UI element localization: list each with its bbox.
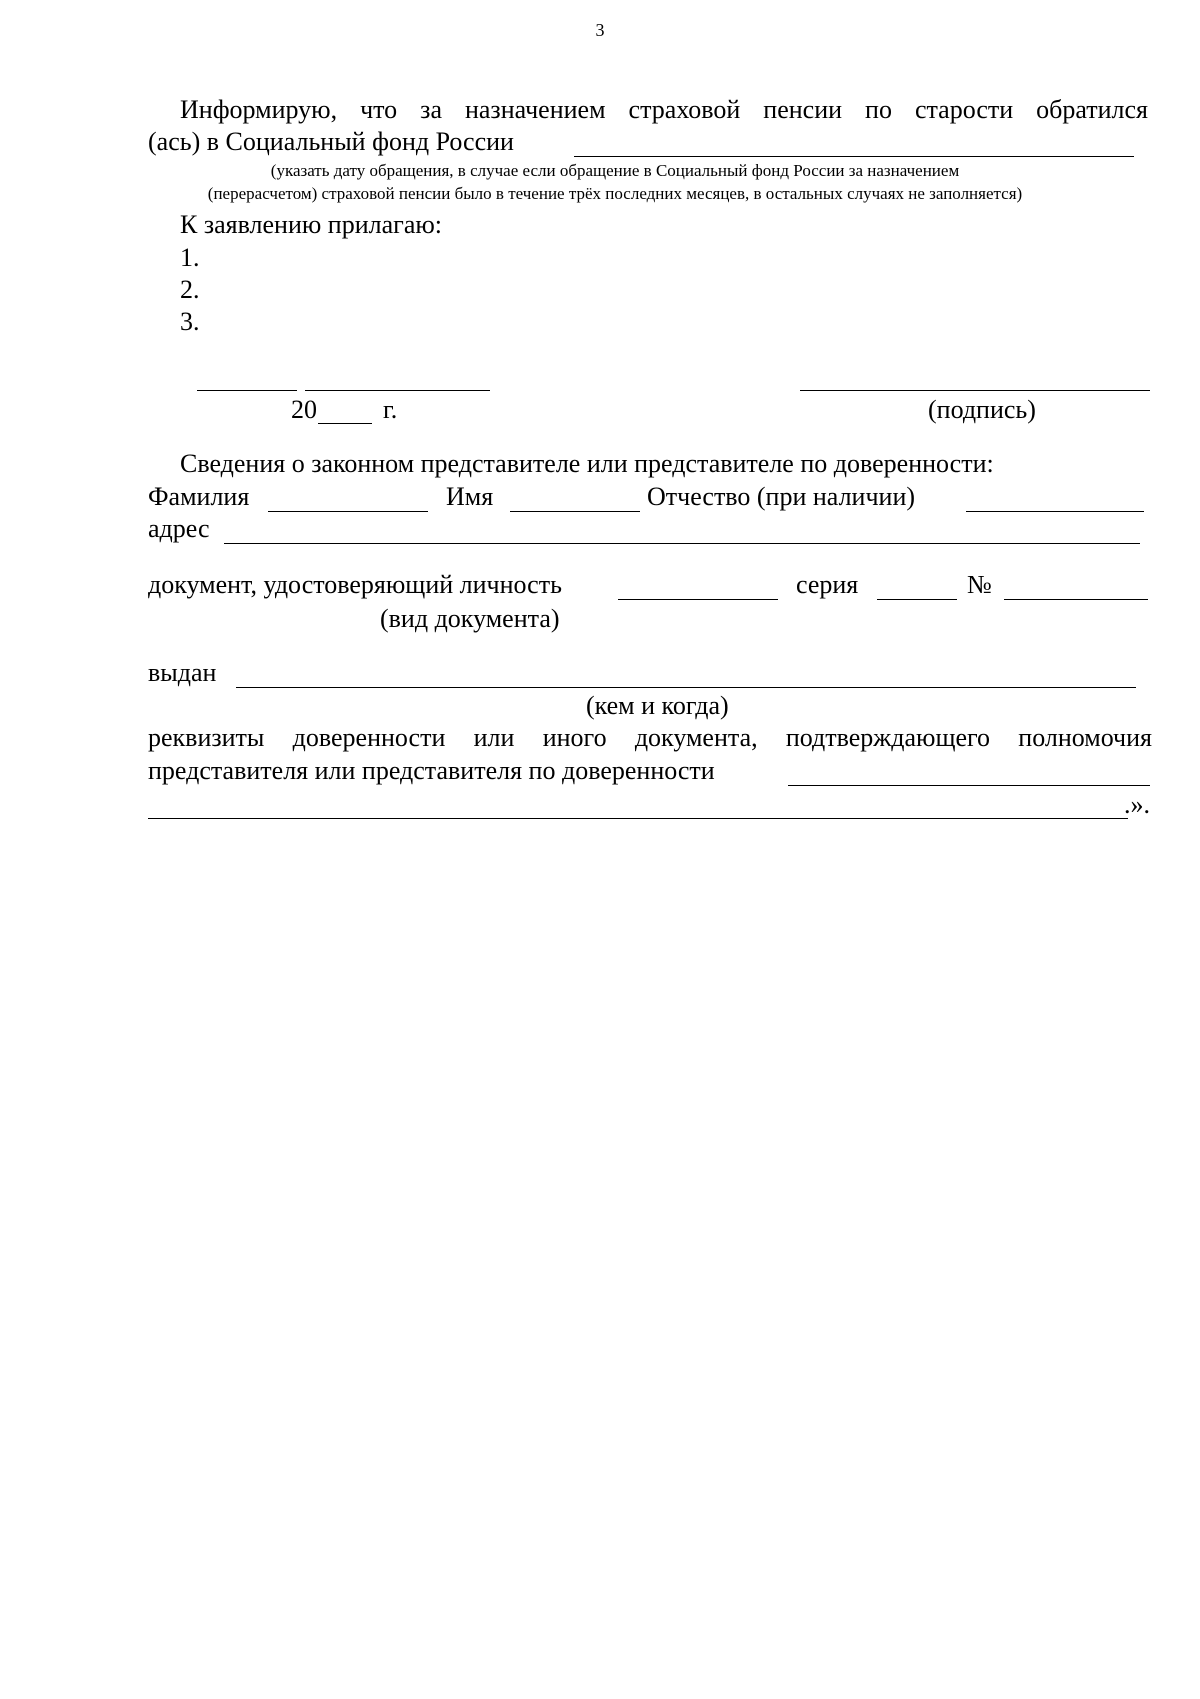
attachments-heading: К заявлению прилагаю: <box>180 210 443 239</box>
issued-label: выдан <box>148 658 217 687</box>
date-month-field[interactable] <box>305 390 490 391</box>
appeal-date-field[interactable] <box>574 156 1134 157</box>
series-field[interactable] <box>877 599 957 600</box>
attachment-item-2: 2. <box>180 275 200 304</box>
page-number: 3 <box>595 20 605 40</box>
requisites-field-continued[interactable] <box>148 818 1128 819</box>
surname-field[interactable] <box>268 511 428 512</box>
doc-type-caption: (вид документа) <box>380 604 560 633</box>
representative-heading: Сведения о законном представителе или представителе по доверенности: <box>180 449 994 478</box>
date-year-prefix: 20 <box>291 395 317 424</box>
attachment-item-3: 3. <box>180 307 200 336</box>
number-label: № <box>967 570 992 599</box>
patronymic-label: Отчество (при наличии) <box>647 482 916 511</box>
inform-note-line-2: (перерасчетом) страховой пенсии было в течение трёх последних месяцев, в остальных случаях не заполняется) <box>207 184 1023 203</box>
issued-field[interactable] <box>236 687 1136 688</box>
id-document-label: документ, удостоверяющий личность <box>148 570 562 599</box>
name-field[interactable] <box>510 511 640 512</box>
issued-caption: (кем и когда) <box>586 691 729 720</box>
surname-label: Фамилия <box>148 482 250 511</box>
date-year-suffix: г. <box>383 395 398 424</box>
address-label: адрес <box>148 514 210 543</box>
name-label: Имя <box>446 482 494 511</box>
inform-line-1: Информирую, что за назначением страховой пенсии по старости обратился <box>180 95 1148 124</box>
requisites-line-2: представителя или представителя по доверенности <box>148 756 715 785</box>
signature-caption: (подпись) <box>928 395 1036 424</box>
id-document-type-field[interactable] <box>618 599 778 600</box>
requisites-line-1: реквизиты доверенности или иного документа, подтверждающего полномочия <box>148 723 1152 752</box>
address-field[interactable] <box>224 543 1140 544</box>
signature-field[interactable] <box>800 390 1150 391</box>
inform-line-2: (ась) в Социальный фонд России <box>148 127 514 156</box>
series-label: серия <box>796 570 859 599</box>
attachment-item-1: 1. <box>180 243 200 272</box>
number-field[interactable] <box>1004 599 1148 600</box>
requisites-field[interactable] <box>788 785 1150 786</box>
patronymic-field[interactable] <box>966 511 1144 512</box>
date-day-field[interactable] <box>197 390 297 391</box>
inform-note-line-1: (указать дату обращения, в случае если обращение в Социальный фонд России за назначением <box>270 161 960 180</box>
closing-marks: .». <box>1124 790 1150 819</box>
date-year-field[interactable] <box>318 423 372 424</box>
